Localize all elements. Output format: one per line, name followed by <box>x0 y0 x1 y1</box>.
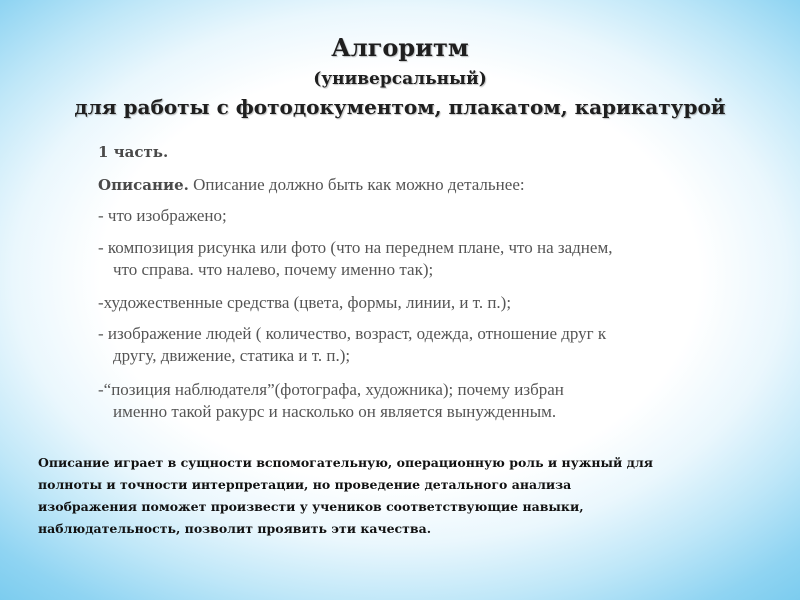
slide-subtitle: (универсальный) <box>313 69 487 89</box>
note-line: Описание играет в сущности вспомогательную, операционную роль и нужный для <box>38 455 654 470</box>
part-label: 1 часть. <box>98 143 169 161</box>
description-text: Описание должно быть как можно детальнее: <box>193 175 525 194</box>
list-item: -художественные средства (цвета, формы, линии, и т. п.); <box>98 293 512 312</box>
slide-title: Алгоритм <box>331 33 469 62</box>
list-item: - что изображено; <box>98 206 227 225</box>
note-paragraph <box>38 452 758 540</box>
slide-title-line3: для работы с фотодокументом, плакатом, карикатурой <box>74 95 726 119</box>
list-item: -“позиция наблюдателя”(фотографа, художника); почему избран <box>98 380 564 399</box>
note-line: наблюдательность, позволит проявить эти качества. <box>38 521 432 536</box>
list-item: - композиция рисунка или фото (что на переднем плане, что на заднем, <box>98 238 613 257</box>
list-item-continuation: что справа. что налево, почему именно так); <box>113 260 434 279</box>
note-line: полноты и точности интерпретации, но проведение детального анализа <box>38 477 572 492</box>
note-line: изображения поможет произвести у учеников соответствующие навыки, <box>38 499 584 514</box>
description-label: Описание. <box>98 176 189 194</box>
description-line <box>98 172 525 198</box>
list-item: - изображение людей ( количество, возраст, одежда, отношение друг к <box>98 324 607 343</box>
list-item-continuation: другу, движение, статика и т. п.); <box>113 346 351 365</box>
list-item-continuation: именно такой ракурс и насколько он является вынужденным. <box>113 402 557 421</box>
